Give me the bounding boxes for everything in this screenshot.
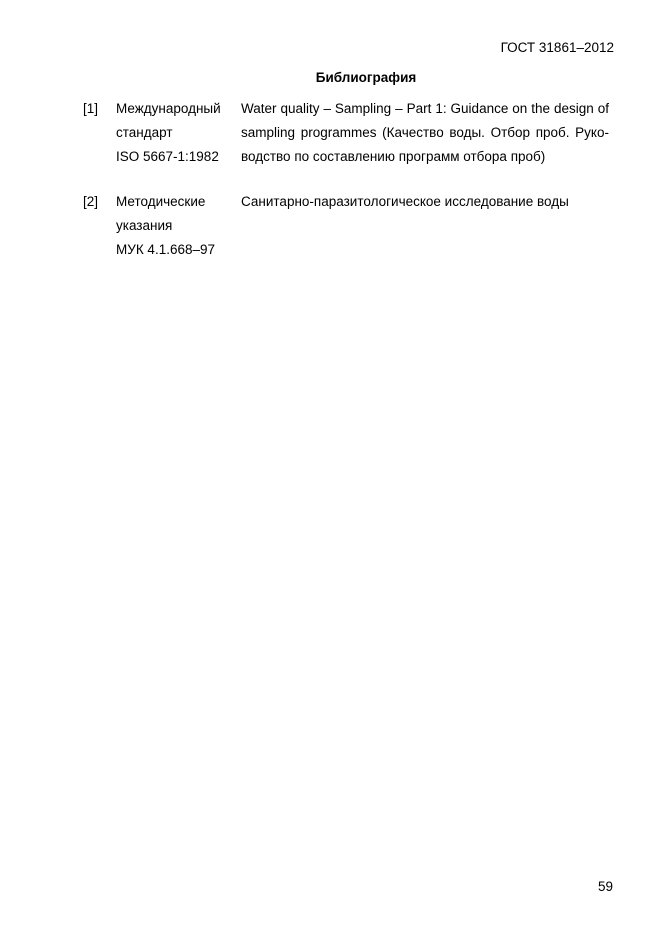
entry-source-line: стандарт [116,125,173,140]
entry-source-line: Методические [116,194,206,209]
entry-number: [1] [83,101,99,116]
entry-title-line: Water quality – Sampling – Part 1: Guidance on the design of [241,101,609,116]
entry-source-line: МУК 4.1.668–97 [116,242,216,257]
entry-source [116,97,236,169]
entry-title [241,190,609,214]
page-number: 59 [597,879,613,894]
bibliography-heading: Библиография [315,70,417,85]
entry-title-line: водство по составлению программ отбора проб) [241,149,546,164]
entry-source-line: Международный [116,101,221,116]
entry-source-line: ISO 5667-1:1982 [116,149,219,164]
document-code: ГОСТ 31861–2012 [500,40,614,55]
entry-source-line: указания [116,218,173,233]
entry-title-line: sampling programmes (Качество воды. Отбор проб. Руко- [241,125,609,140]
entry-number: [2] [83,194,99,209]
entry-source [116,190,236,262]
entry-title [241,97,609,169]
entry-title-line: Санитарно-паразитологическое исследование воды [241,194,569,209]
